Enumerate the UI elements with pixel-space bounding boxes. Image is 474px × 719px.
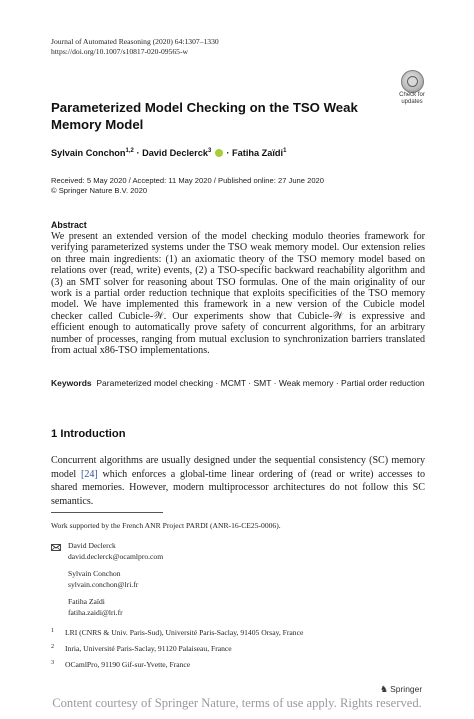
copyright-notice: © Springer Nature B.V. 2020 [51,186,148,195]
publisher-name: Springer [390,684,423,694]
affiliation-text: Inria, Université Paris-Saclay, 91120 Palaiseau, France [65,644,232,653]
courtesy-watermark: Content courtesy of Springer Nature, terms of use apply. Rights reserved. [52,696,422,710]
affiliation-number: 3 [51,659,55,666]
affiliation-text: OCamlPro, 91190 Gif-sur-Yvette, France [65,660,191,669]
author-name[interactable]: Sylvain Conchon [51,148,126,158]
journal-citation: Journal of Automated Reasoning (2020) 64:1307–1330 [51,37,219,46]
keywords-label: Keywords [51,378,92,388]
keywords-list: Parameterized model checking · MCMT · SMT · Weak memory · Partial order reduction [96,378,425,388]
doi-link[interactable]: https://doi.org/10.1007/s10817-020-09565-w [51,47,188,56]
abstract-heading: Abstract [51,220,87,230]
contact-email[interactable]: david.declerck@ocamlpro.com [68,552,164,561]
springer-logo [380,684,422,695]
author-separator: · [133,148,143,158]
publication-dates: Received: 5 May 2020 / Accepted: 11 May 2020 / Published online: 27 June 2020 [51,176,324,185]
paper-title: Parameterized Model Checking on the TSO Weak Memory Model [51,100,358,132]
author-affiliation-marker: 3 [207,148,212,154]
contact-name: Fatiha Zaïdi [68,597,105,606]
crossmark-icon [401,70,424,93]
citation-link[interactable]: [24] [80,468,98,480]
contact-name: Sylvain Conchon [68,569,121,578]
author-affiliation-marker: 1 [283,148,287,154]
footnote-divider [51,512,163,513]
keywords-section [51,378,425,390]
funding-note: Work supported by the French ANR Project PARDI (ANR-16-CE25-0006). [51,521,281,530]
envelope-icon [51,544,61,551]
check-for-updates-label: Check for updates [399,92,425,105]
contact-email[interactable]: sylvain.conchon@lri.fr [68,580,139,589]
section-heading-introduction: 1 Introduction [51,428,126,440]
author-list [51,148,286,158]
intro-text-part: which enforces a global-time linear ordering of (read or write) accesses to shared memories. However, modern multiprocessor architectures do not follow this SC semantics. [51,468,426,507]
affiliation-text: LRI (CNRS & Univ. Paris-Sud), Université Paris-Saclay, 91405 Orsay, France [65,628,304,637]
author-name[interactable]: David Declerck [142,148,208,158]
author-separator: · [223,148,233,158]
springer-horse-icon: ♞ [380,684,389,694]
intro-text-part: Concurrent algorithms are usually designed under the sequential consistency (SC) memory model [51,455,425,480]
abstract-text: We present an extended version of the model checking modulo theories framework for verifying parameterized systems under the TSO weak memory model. Our extension relies on three main ingredients: (1) an axiomatic theory of the TSO memory model based on relations over (read, write) events, (2) a TSO-specific backward reachability algorithm and (3) an SMT solver for reasoning about TSO formulas. One of the main originality of our work is a partial order reduction technique that exploits specificities of the TSO memory model. We have implemented this framework in a new version of the Cubicle model checker called Cubicle-𝒲. Our experiments show that Cubicle-𝒲 is expressive and efficient enough to automatically prove safety of concurrent algorithms, for an arbitrary number of processes, ranging from mutual exclusion to synchronization barriers translated from actual x86-TSO implementations. [51,231,425,357]
contact-name: David Declerck [68,541,116,550]
author-name[interactable]: Fatiha Zaïdi [232,148,284,158]
affiliation-number: 1 [51,627,55,634]
author-affiliation-marker: 1,2 [125,148,134,154]
introduction-paragraph [51,454,425,508]
orcid-icon[interactable] [215,149,223,157]
affiliation-number: 2 [51,643,55,650]
contact-email[interactable]: fatiha.zaidi@lri.fr [68,608,123,617]
